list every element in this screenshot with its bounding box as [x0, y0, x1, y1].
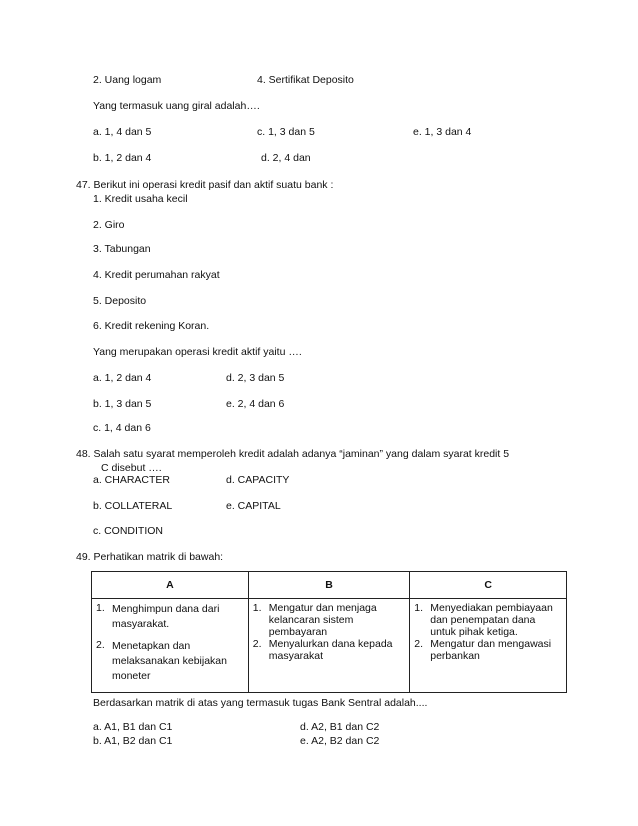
question-48-heading: 48. Salah satu syarat memperoleh kredit adalah adanya “jaminan” yang dalam syarat kredit 5: [76, 448, 510, 460]
answer-option: c. 1, 4 dan 6: [93, 422, 151, 434]
answer-option: b. COLLATERAL: [93, 500, 173, 512]
item-text: Menetapkan dan melaksanakan kebijakan moneter: [112, 640, 227, 682]
answer-option: a. 1, 2 dan 4: [93, 372, 152, 384]
item-number: 1.: [414, 602, 424, 614]
column-header-b: B: [248, 572, 410, 599]
item-number: 2.: [252, 638, 262, 650]
answer-option: b. 1, 2 dan 4: [93, 152, 152, 164]
answer-option: d. CAPACITY: [226, 474, 290, 486]
answer-option: b. A1, B2 dan C1: [93, 735, 173, 747]
cell-b: [248, 599, 410, 693]
answer-option: e. 2, 4 dan 6: [226, 398, 285, 410]
list-item: [414, 602, 562, 638]
list-item: [253, 638, 406, 662]
cell-a: [92, 599, 249, 693]
list-item: 4. Kredit perumahan rakyat: [93, 269, 220, 281]
table-header-row: [92, 572, 567, 599]
list-item: 1. Kredit usaha kecil: [93, 193, 188, 205]
item-text: Menghimpun dana dari masyarakat.: [112, 603, 220, 630]
answer-option: b. 1, 3 dan 5: [93, 398, 152, 410]
item-number: 1.: [96, 602, 105, 614]
list-item: [96, 639, 244, 684]
answer-option: e. CAPITAL: [226, 500, 281, 512]
question-47-heading: 47. Berikut ini operasi kredit pasif dan aktif suatu bank :: [76, 179, 334, 191]
list-item: [414, 638, 562, 662]
column-header-a: A: [92, 572, 249, 599]
list-item: [96, 602, 244, 632]
item-text: Menyalurkan dana kepada masyarakat: [268, 638, 393, 662]
list-item: 6. Kredit rekening Koran.: [93, 320, 210, 332]
table-row: [92, 599, 567, 693]
list-item: 3. Tabungan: [93, 243, 151, 255]
column-header-c: C: [410, 572, 567, 599]
question-prompt: Yang merupakan operasi kredit aktif yaitu ….: [93, 346, 302, 358]
answer-option: c. 1, 3 dan 5: [257, 126, 315, 138]
cell-c: [410, 599, 567, 693]
item-number: 2.: [414, 638, 424, 650]
answer-option: d. A2, B1 dan C2: [300, 721, 380, 733]
answer-option: a. CHARACTER: [93, 474, 171, 486]
question-prompt: Berdasarkan matrik di atas yang termasuk tugas Bank Sentral adalah....: [93, 697, 428, 709]
question-48-continuation: C disebut ….: [101, 462, 162, 474]
answer-option: d. 2, 3 dan 5: [226, 372, 285, 384]
question-49-heading: 49. Perhatikan matrik di bawah:: [76, 551, 224, 563]
answer-option: a. A1, B1 dan C1: [93, 721, 173, 733]
list-item: [253, 602, 406, 638]
option-line: 2. Uang logam: [93, 74, 162, 86]
answer-option: e. A2, B2 dan C2: [300, 735, 380, 747]
answer-option: e. 1, 3 dan 4: [413, 126, 472, 138]
item-number: 2.: [96, 639, 105, 651]
list-item: 5. Deposito: [93, 295, 147, 307]
item-text: Mengatur dan mengawasi perbankan: [430, 638, 552, 662]
answer-option: d. 2, 4 dan: [261, 152, 311, 164]
answer-option: c. CONDITION: [93, 525, 163, 537]
option-line: 4. Sertifikat Deposito: [257, 74, 354, 86]
list-item: 2. Giro: [93, 219, 125, 231]
item-text: Mengatur dan menjaga kelancaran sistem pembayaran: [268, 602, 377, 638]
answer-option: a. 1, 4 dan 5: [93, 126, 152, 138]
matrix-table: [91, 571, 567, 693]
item-text: Menyediakan pembiayaan dan penempatan dana untuk pihak ketiga.: [430, 602, 553, 638]
item-number: 1.: [252, 602, 262, 614]
question-prompt: Yang termasuk uang giral adalah….: [93, 100, 260, 112]
